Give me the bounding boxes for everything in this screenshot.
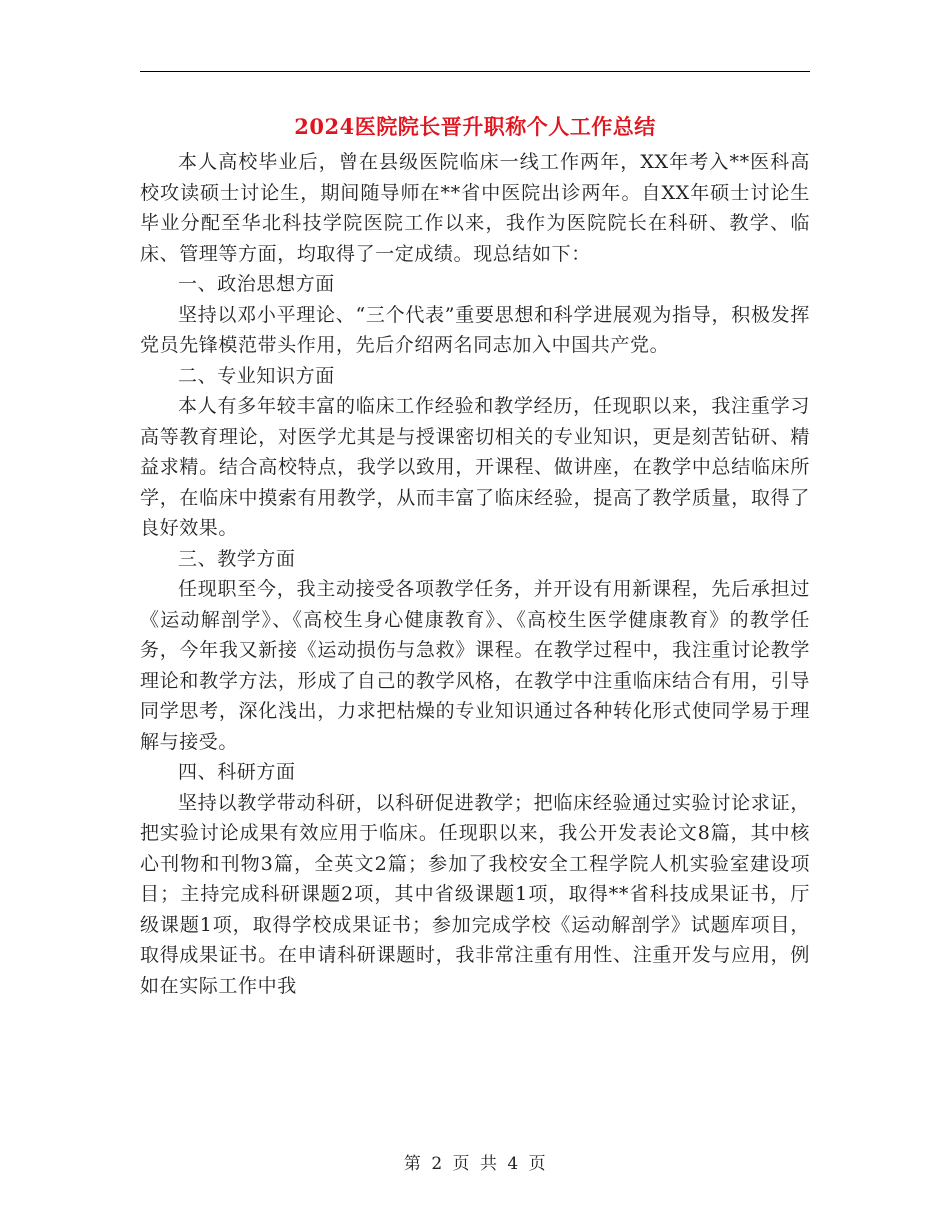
section-heading-research: 四、科研方面 xyxy=(178,761,296,783)
section-heading-expertise: 二、专业知识方面 xyxy=(178,364,335,387)
document-title: 2024医院院长晋升职称个人工作总结 xyxy=(294,114,656,139)
paragraph-intro: 本人高校毕业后，曾在县级医院临床一线工作两年，XX年考入**医科高校攻读硕士讨论生，期间随导师在**省中医院出诊两年。自XX年硕士讨论生毕业分配至华北科技学院医院工作以来，我作为医院院长在科研、教学、临床、管理等方面，均取得了一定成绩。现总结如下： xyxy=(140,151,810,265)
section-heading-teaching: 三、教学方面 xyxy=(178,547,296,570)
document-body xyxy=(140,147,810,1001)
header-rule xyxy=(140,71,810,72)
paragraph-teaching: 任现职至今，我主动接受各项教学任务，并开设有用新课程，先后承担过《运动解剖学》、《高校生身心健康教育》、《高校生医学健康教育》的教学任务，今年我又新接《运动损伤与急救》课程。在教学过程中，我注重讨论教学理论和教学方法，形成了自己的教学风格，在教学中注重临床结合有用，引导同学思考，深化浅出，力求把枯燥的专业知识通过各种转化形式使同学易于理解与接受。 xyxy=(140,578,810,753)
paragraph-politics: 坚持以邓小平理论、“三个代表”重要思想和科学进展观为指导，积极发挥党员先锋模范带头作用，先后介绍两名同志加入中国共产党。 xyxy=(140,303,810,356)
section-heading-politics: 一、政治思想方面 xyxy=(178,273,335,295)
paragraph-expertise: 本人有多年较丰富的临床工作经验和教学经历，任现职以来，我注重学习高等教育理论，对医学尤其是与授课密切相关的专业知识，更是刻苦钻研、精益求精。结合高校特点，我学以致用，开课程、做讲座，在教学中总结临床所学，在临床中摸索有用教学，从而丰富了临床经验，提高了教学质量，取得了良好效果。 xyxy=(140,395,810,539)
paragraph-research: 坚持以教学带动科研，以科研促进教学；把临床经验通过实验讨论求证，把实验讨论成果有效应用于临床。任现职以来，我公开发表论文8篇，其中核心刊物和刊物3篇，全英文2篇；参加了我校安全工程学院人机实验室建设项目；主持完成科研课题2项，其中省级课题1项，取得**省科技成果证书，厅级课题1项，取得学校成果证书；参加完成学校《运动解剖学》试题库项目，取得成果证书。在申请科研课题时，我非常注重有用性、注重开发与应用，例如在实际工作中我 xyxy=(140,791,810,997)
page-number-footer: 第 2 页 共 4 页 xyxy=(403,1154,547,1174)
